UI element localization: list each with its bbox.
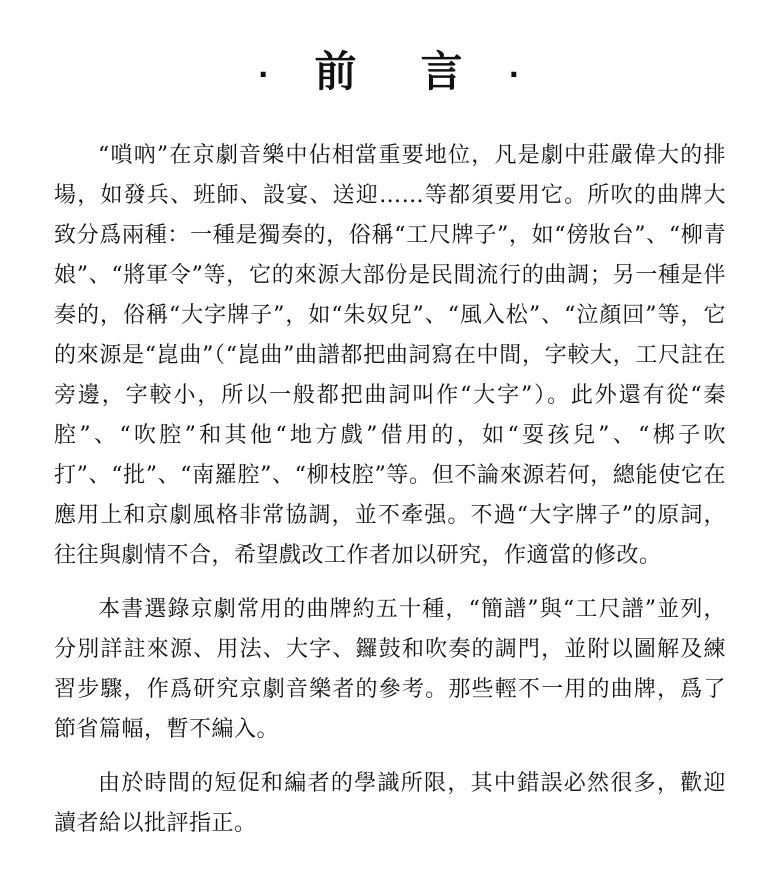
paragraph-2: 本書選錄京劇常用的曲牌約五十種，“簡譜”與“工尺譜”並列，分別詳註來源、用法、大字、鑼鼓和吹奏的調門，並附以圖解及練習步驟，作爲研究京劇音樂者的參考。那些輕不一用的曲牌，爲了節省篇幅，暫不編入。 [54, 597, 726, 742]
title-char-2: 言 [420, 47, 463, 96]
title-dot-right: · [508, 57, 520, 91]
title-dot-left: · [257, 57, 269, 91]
paragraph-3: 由於時間的短促和編者的學識所限，其中錯誤必然很多，歡迎讀者給以批評指正。 [54, 771, 726, 836]
page-title [0, 46, 777, 101]
preface-body [54, 136, 726, 844]
paragraph-1: “嗩吶”在京劇音樂中佔相當重要地位，凡是劇中莊嚴偉大的排場，如發兵、班師、設宴、送迎……等都須要用它。所吹的曲牌大致分爲兩種：一種是獨奏的，俗稱“工尺牌子”，如“傍妝台”、“柳青娘”、“將軍令”等，它的來源大部份是民間流行的曲調；另一種是伴奏的，俗稱“大字牌子”，如“朱奴兒”、“風入松”、“泣顏回”等，它的來源是“崑曲”（“崑曲”曲譜都把曲詞寫在中間，字較大，工尺註在旁邊，字較小，所以一般都把曲詞叫作“大字”）。此外還有從“秦腔”、“吹腔”和其他“地方戲”借用的，如“耍孩兒”、“梆子吹打”、“批”、“南羅腔”、“柳枝腔”等。但不論來源若何，總能使它在應用上和京劇風格非常協調，並不牽强。不過“大字牌子”的原詞，往往與劇情不合，希望戲改工作者加以研究，作適當的修改。 [54, 143, 726, 568]
title-char-1: 前 [314, 47, 357, 96]
